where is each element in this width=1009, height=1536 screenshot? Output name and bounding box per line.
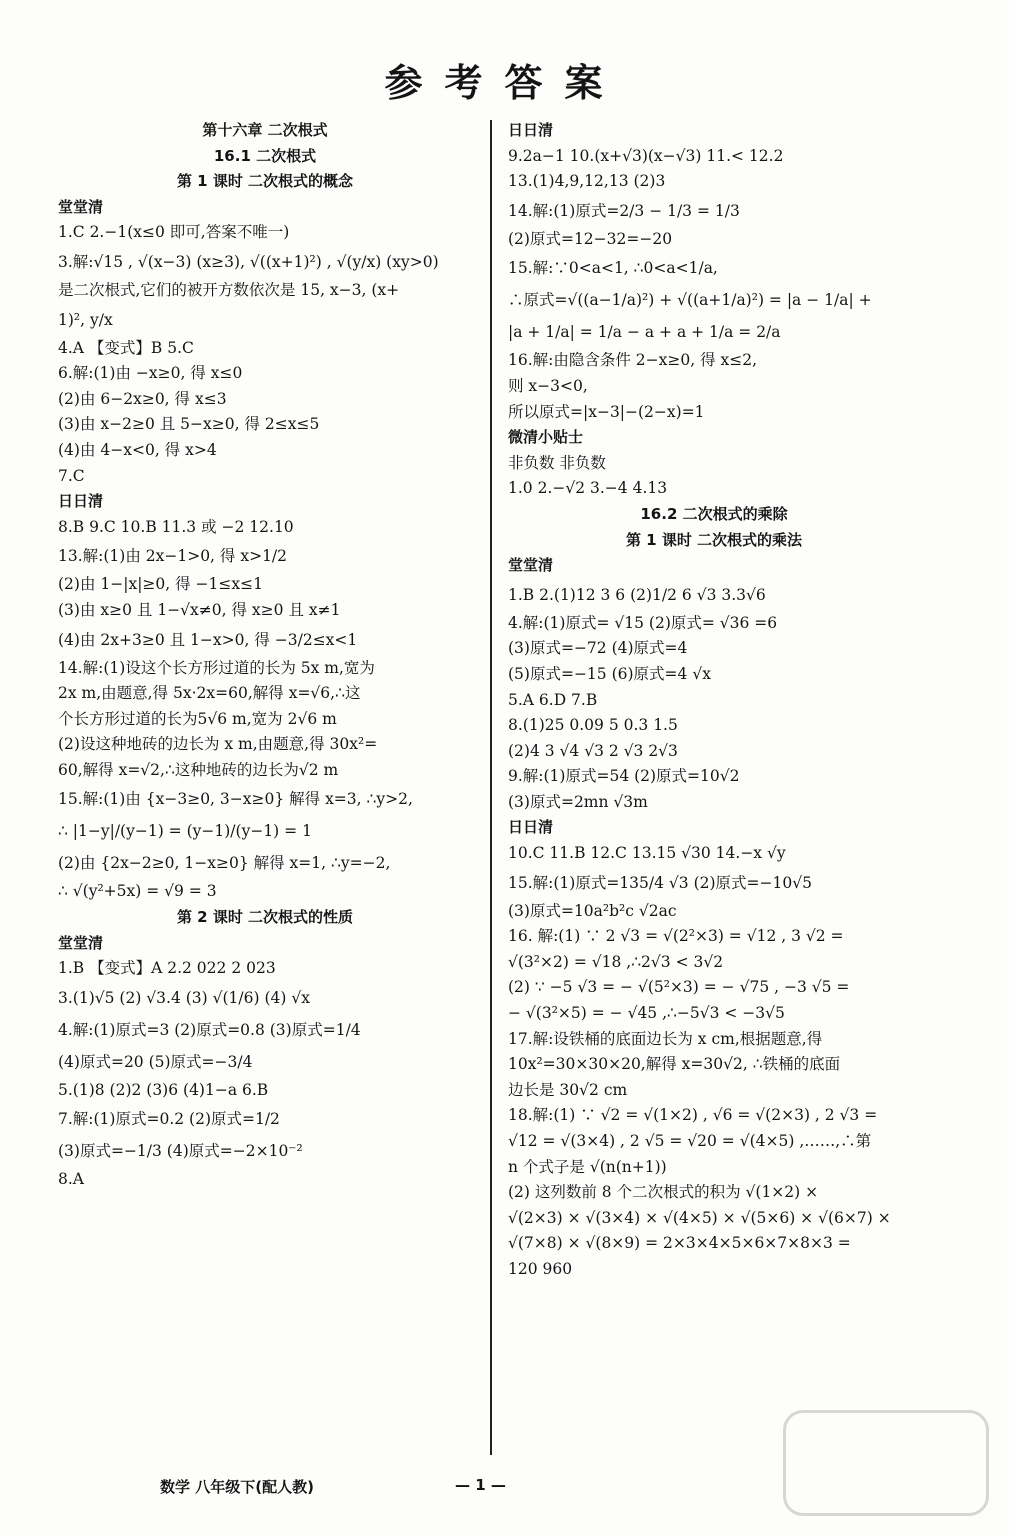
answer-line: 7.解:(1)原式=0.2 (2)原式=1/2 (58, 1110, 280, 1129)
section-heading: 16.2 二次根式的乘除 (640, 504, 788, 523)
answer-line: 非负数 非负数 (508, 453, 606, 472)
answer-line: 8.(1)25 0.09 5 0.3 1.5 (508, 716, 678, 735)
answer-line: √(2×3) × √(3×4) × √(4×5) × √(5×6) × √(6×7) × (508, 1208, 891, 1227)
answer-line: 5.(1)8 (2)2 (3)6 (4)1−a 6.B (58, 1080, 269, 1099)
section-label: 日日清 (58, 492, 104, 511)
answer-line: 18.解:(1) ∵ √2 = √(1×2) , √6 = √(2×3) , 2 √3 = (508, 1106, 878, 1125)
answer-line: (3)由 x−2≥0 且 5−x≥0, 得 2≤x≤5 (58, 415, 320, 434)
answer-line: (4)由 2x+3≥0 且 1−x>0, 得 −3/2≤x<1 (58, 630, 358, 649)
answer-line: 所以原式=|x−3|−(2−x)=1 (508, 402, 705, 421)
answer-line: 6.解:(1)由 −x≥0, 得 x≤0 (58, 364, 243, 383)
page-title: 参考答案 (384, 61, 625, 105)
answer-line: 15.解:∵0<a<1, ∴0<a<1/a, (508, 259, 718, 278)
answer-line: (4)原式=20 (5)原式=−3/4 (58, 1052, 253, 1071)
answer-line: (2)由 {2x−2≥0, 1−x≥0} 解得 x=1, ∴y=−2, (58, 854, 391, 873)
answer-line: (2)4 3 √4 √3 2 √3 2√3 (508, 741, 678, 760)
answer-line: 120 960 (508, 1259, 573, 1278)
answer-line: (3)原式=2mn √3m (508, 792, 648, 811)
answer-line: n 个式子是 √(n(n+1)) (508, 1157, 667, 1176)
answer-line: 1)², y/x (58, 310, 113, 329)
section-heading: 第 1 课时 二次根式的乘法 (625, 530, 803, 549)
section-heading: 第 1 课时 二次根式的概念 (176, 172, 354, 191)
section-label: 日日清 (508, 121, 554, 139)
section-heading: 第十六章 二次根式 (202, 121, 328, 139)
section-label: 堂堂清 (508, 556, 554, 575)
answer-line: 10.C 11.B 12.C 13.15 √30 14.−x √y (508, 844, 786, 863)
answer-line: ∴ √(y²+5x) = √9 = 3 (58, 882, 217, 901)
answer-line: (3)原式=10a²b²c √2ac (508, 901, 677, 920)
answer-line: 15.解:(1)由 {x−3≥0, 3−x≥0} 解得 x=3, ∴y>2, (58, 790, 413, 809)
left-column (58, 118, 472, 1193)
answer-line: 4.解:(1)原式= √15 (2)原式= √36 =6 (508, 613, 778, 632)
answer-line: (2)由 6−2x≥0, 得 x≤3 (58, 389, 227, 408)
answer-line: 3.(1)√5 (2) √3.4 (3) √(1/6) (4) √x (58, 988, 310, 1007)
answer-line: 1.0 2.−√2 3.−4 4.13 (508, 479, 668, 498)
section-label: 堂堂清 (58, 197, 104, 216)
answer-line: 14.解:(1)原式=2/3 − 1/3 = 1/3 (508, 201, 740, 220)
answer-line: (5)原式=−15 (6)原式=4 √x (508, 664, 711, 683)
answer-line: 7.C (58, 466, 85, 485)
answer-line: √(3²×2) = √18 ,∴2√3 < 3√2 (508, 952, 724, 971)
section-heading: 第 2 课时 二次根式的性质 (176, 908, 354, 927)
answer-line: 是二次根式,它们的被开方数依次是 15, x−3, (x+ (58, 280, 400, 299)
answer-line: 4.解:(1)原式=3 (2)原式=0.8 (3)原式=1/4 (58, 1020, 361, 1039)
answer-line: 60,解得 x=√2,∴这种地砖的边长为√2 m (58, 760, 339, 779)
answer-line: √(7×8) × √(8×9) = 2×3×4×5×6×7×8×3 = (508, 1234, 851, 1253)
answer-line: (2) ∵ −5 √3 = − √(5²×3) = − √75 , −3 √5 = (508, 978, 850, 997)
answer-line: 个长方形过道的长为5√6 m,宽为 2√6 m (58, 709, 337, 728)
answer-line: 13.(1)4,9,12,13 (2)3 (508, 172, 666, 191)
answer-line: ∴原式=√((a−1/a)²) + √((a+1/a)²) = |a − 1/a| + (508, 291, 872, 310)
answer-line: (3)原式=−1/3 (4)原式=−2×10⁻² (58, 1142, 303, 1161)
answer-line: − √(3²×5) = − √45 ,∴−5√3 < −3√5 (508, 1004, 785, 1023)
answer-line: (2) 这列数前 8 个二次根式的积为 √(1×2) × (508, 1183, 819, 1202)
answer-line: |a + 1/a| = 1/a − a + a + 1/a = 2/a (508, 323, 781, 342)
answer-line: 16.解:由隐含条件 2−x≥0, 得 x≤2, (508, 351, 758, 370)
answer-line: 边长是 30√2 cm (508, 1080, 628, 1099)
answer-line: 5.A 6.D 7.B (508, 690, 598, 709)
answer-line: 1.B 【变式】A 2.2 022 2 023 (58, 959, 276, 978)
answer-line: ∴ |1−y|/(y−1) = (y−1)/(y−1) = 1 (58, 822, 312, 841)
answer-line: 10x²=30×30×20,解得 x=30√2, ∴铁桶的底面 (508, 1055, 841, 1074)
answer-line: 14.解:(1)设这个长方形过道的长为 5x m,宽为 (58, 658, 375, 677)
answer-line: (2)设这种地砖的边长为 x m,由题意,得 30x²= (58, 735, 378, 754)
answer-line: (2)原式=12−32=−20 (508, 229, 673, 248)
answer-line: 2x m,由题意,得 5x·2x=60,解得 x=√6,∴这 (58, 684, 361, 703)
answer-line: 13.解:(1)由 2x−1>0, 得 x>1/2 (58, 547, 288, 566)
section-heading: 16.1 二次根式 (213, 146, 317, 165)
section-label: 堂堂清 (58, 933, 104, 952)
answer-line: 1.B 2.(1)12 3 6 (2)1/2 6 √3 3.3√6 (508, 585, 766, 604)
answer-line: (2)由 1−|x|≥0, 得 −1≤x≤1 (58, 575, 263, 594)
page-number: — 1 — (455, 1476, 506, 1494)
answer-line: 15.解:(1)原式=135/4 √3 (2)原式=−10√5 (508, 873, 812, 892)
section-label: 日日清 (508, 818, 554, 837)
answer-line: 8.B 9.C 10.B 11.3 或 −2 12.10 (58, 517, 294, 536)
answer-line: 1.C 2.−1(x≤0 即可,答案不唯一) (58, 223, 290, 242)
answer-line: √12 = √(3×4) , 2 √5 = √20 = √(4×5) ,……,∴第 (508, 1132, 872, 1150)
watermark-logo (783, 1410, 989, 1516)
answer-line: (4)由 4−x<0, 得 x>4 (58, 440, 217, 459)
answer-line: (3)由 x≥0 且 1−√x≠0, 得 x≥0 且 x≠1 (58, 600, 341, 619)
right-column (508, 118, 920, 1283)
column-divider (490, 120, 492, 1455)
answer-line: 8.A (58, 1170, 84, 1189)
answer-line: 9.解:(1)原式=54 (2)原式=10√2 (508, 767, 740, 786)
footer-subject: 数学 八年级下(配人教) (160, 1478, 314, 1496)
answer-line: 17.解:设铁桶的底面边长为 x cm,根据题意,得 (508, 1029, 823, 1048)
answer-line: 9.2a−1 10.(x+√3)(x−√3) 11.< 12.2 (508, 146, 784, 165)
section-label: 微清小贴士 (508, 428, 584, 447)
answer-line: 4.A 【变式】B 5.C (58, 338, 194, 357)
answer-line: 16. 解:(1) ∵ 2 √3 = √(2²×3) = √12 , 3 √2 = (508, 927, 844, 946)
answer-line: 3.解:√15 , √(x−3) (x≥3), √((x+1)²) , √(y/x) (xy>0) (58, 252, 439, 271)
answer-line: 则 x−3<0, (508, 376, 588, 395)
answer-line: (3)原式=−72 (4)原式=4 (508, 639, 688, 658)
